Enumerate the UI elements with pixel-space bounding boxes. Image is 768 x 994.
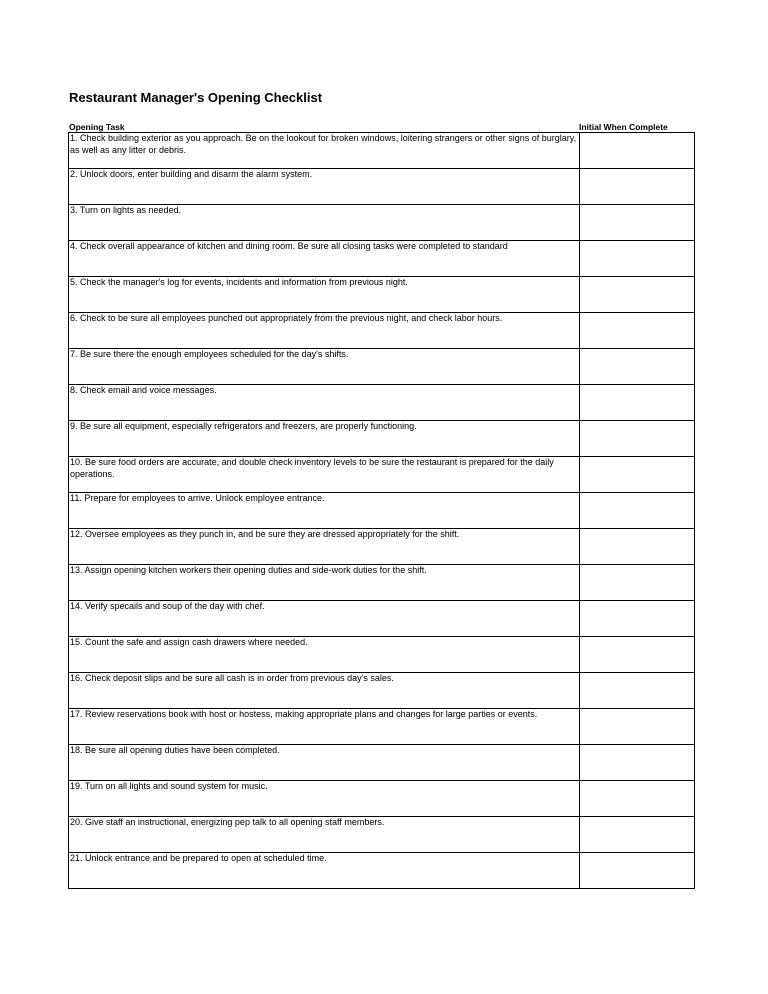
- checklist-table: [68, 132, 695, 889]
- initial-cell[interactable]: [580, 241, 695, 277]
- task-cell: 1. Check building exterior as you approach. Be on the lookout for broken windows, loitering strangers or other signs of burglary, as well as any litter or debris.: [69, 133, 580, 169]
- initial-when-complete-header: Initial When Complete: [579, 122, 668, 132]
- task-cell: 8. Check email and voice messages.: [69, 385, 580, 421]
- task-cell: 11. Prepare for employees to arrive. Unlock employee entrance.: [69, 493, 580, 529]
- initial-cell[interactable]: [580, 277, 695, 313]
- task-cell: 9. Be sure all equipment, especially refrigerators and freezers, are properly functioning.: [69, 421, 580, 457]
- initial-cell[interactable]: [580, 709, 695, 745]
- task-cell: 5. Check the manager's log for events, incidents and information from previous night.: [69, 277, 580, 313]
- task-cell: 16. Check deposit slips and be sure all cash is in order from previous day's sales.: [69, 673, 580, 709]
- initial-cell[interactable]: [580, 565, 695, 601]
- task-cell: 20. Give staff an instructional, energizing pep talk to all opening staff members.: [69, 817, 580, 853]
- checklist-row: [69, 565, 695, 601]
- checklist-row: [69, 277, 695, 313]
- checklist-row: [69, 493, 695, 529]
- checklist-row: [69, 853, 695, 889]
- task-cell: 19. Turn on all lights and sound system for music.: [69, 781, 580, 817]
- page-title: Restaurant Manager's Opening Checklist: [69, 90, 323, 105]
- initial-cell[interactable]: [580, 133, 695, 169]
- checklist-row: [69, 169, 695, 205]
- task-cell: 7. Be sure there the enough employees scheduled for the day's shifts.: [69, 349, 580, 385]
- initial-cell[interactable]: [580, 493, 695, 529]
- initial-cell[interactable]: [580, 385, 695, 421]
- initial-cell[interactable]: [580, 781, 695, 817]
- task-cell: 10. Be sure food orders are accurate, and double check inventory levels to be sure the restaurant is prepared for the daily operations.: [69, 457, 580, 493]
- initial-cell[interactable]: [580, 673, 695, 709]
- task-cell: 14. Verify specails and soup of the day with chef.: [69, 601, 580, 637]
- checklist-row: [69, 133, 695, 169]
- initial-cell[interactable]: [580, 169, 695, 205]
- initial-cell[interactable]: [580, 529, 695, 565]
- task-cell: 2. Unlock doors, enter building and disarm the alarm system.: [69, 169, 580, 205]
- task-cell: 17. Review reservations book with host or hostess, making appropriate plans and changes for large parties or events.: [69, 709, 580, 745]
- checklist-row: [69, 457, 695, 493]
- checklist-row: [69, 709, 695, 745]
- checklist-row: [69, 673, 695, 709]
- initial-cell[interactable]: [580, 745, 695, 781]
- initial-cell[interactable]: [580, 637, 695, 673]
- task-cell: 6. Check to be sure all employees punched out appropriately from the previous night, and check labor hours.: [69, 313, 580, 349]
- checklist-row: [69, 421, 695, 457]
- initial-cell[interactable]: [580, 601, 695, 637]
- checklist-row: [69, 241, 695, 277]
- checklist-row: [69, 349, 695, 385]
- task-cell: 18. Be sure all opening duties have been completed.: [69, 745, 580, 781]
- task-cell: 3. Turn on lights as needed.: [69, 205, 580, 241]
- checklist-row: [69, 385, 695, 421]
- checklist-row: [69, 817, 695, 853]
- opening-task-header: Opening Task: [69, 122, 125, 132]
- checklist-row: [69, 637, 695, 673]
- checklist-row: [69, 529, 695, 565]
- initial-cell[interactable]: [580, 349, 695, 385]
- initial-cell[interactable]: [580, 205, 695, 241]
- task-cell: 4. Check overall appearance of kitchen and dining room. Be sure all closing tasks were completed to standard: [69, 241, 580, 277]
- checklist-row: [69, 205, 695, 241]
- checklist-row: [69, 781, 695, 817]
- initial-cell[interactable]: [580, 313, 695, 349]
- task-cell: 15. Count the safe and assign cash drawers where needed.: [69, 637, 580, 673]
- checklist-body: [69, 133, 695, 889]
- initial-cell[interactable]: [580, 853, 695, 889]
- initial-cell[interactable]: [580, 817, 695, 853]
- checklist-row: [69, 601, 695, 637]
- task-cell: 12. Oversee employees as they punch in, and be sure they are dressed appropriately for the shift.: [69, 529, 580, 565]
- initial-cell[interactable]: [580, 457, 695, 493]
- checklist-row: [69, 313, 695, 349]
- task-cell: 21. Unlock entrance and be prepared to open at scheduled time.: [69, 853, 580, 889]
- initial-cell[interactable]: [580, 421, 695, 457]
- checklist-row: [69, 745, 695, 781]
- task-cell: 13. Assign opening kitchen workers their opening duties and side-work duties for the shift.: [69, 565, 580, 601]
